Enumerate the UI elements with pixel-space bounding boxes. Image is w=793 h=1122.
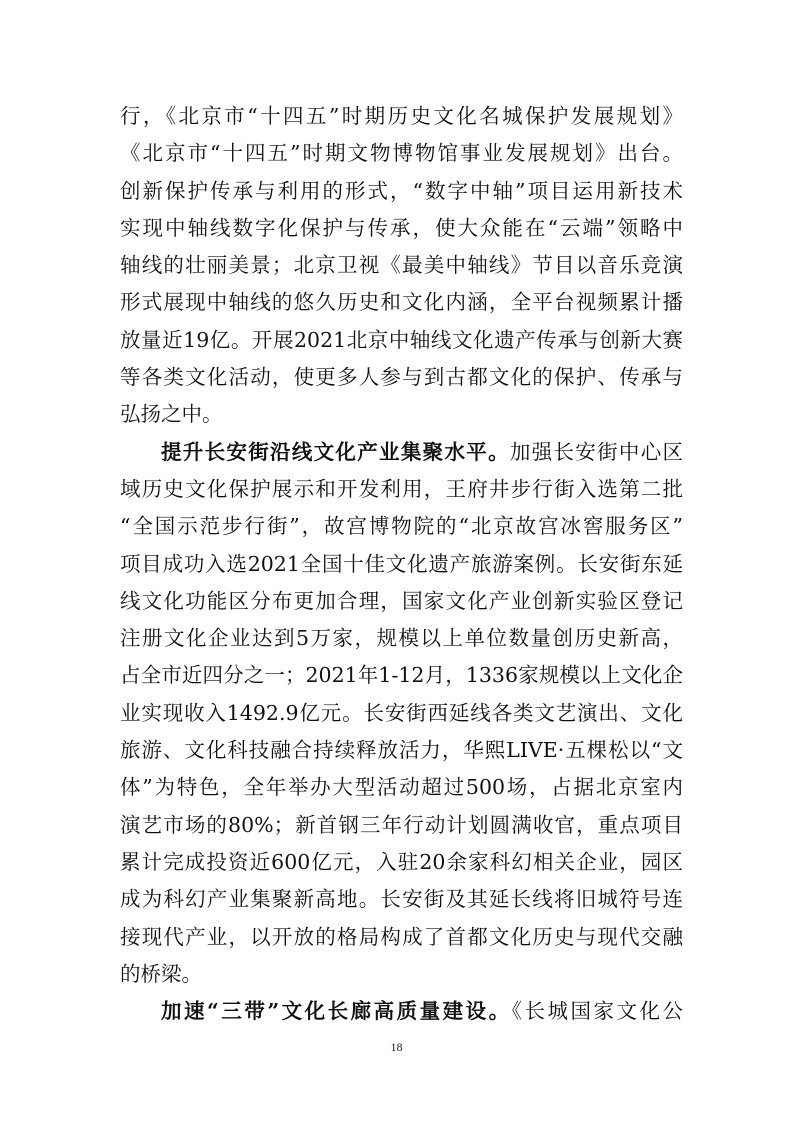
text-line: 的桥梁。 <box>120 961 202 986</box>
text-line: 《北京市“十四五”时期文物博物馆事业发展规划》出台。 <box>120 141 683 166</box>
text-line: 线文化功能区分布更加合理，国家文化产业创新实验区登记 <box>120 588 683 613</box>
text-line: 创新保护传承与利用的形式，“数字中轴”项目运用新技术 <box>120 178 683 203</box>
text-line: 域历史文化保护展示和开发利用，王府井步行街入选第二批 <box>120 476 683 501</box>
text-line: 业实现收入1492.9亿元。长安街西延线各类文艺演出、文化 <box>120 700 683 725</box>
text-line: 行，《北京市“十四五”时期历史文化名城保护发展规划》 <box>120 104 683 128</box>
text-line: 注册文化企业达到5万家，规模以上单位数量创历史新高， <box>120 626 683 651</box>
text-line: 轴线的壮丽美景；北京卫视《最美中轴线》节目以音乐竞演 <box>120 253 683 278</box>
text-line: “全国示范步行街”，故宫博物院的“北京故宫冰窖服务区” <box>120 514 683 539</box>
paragraph-heading: 提升长安街沿线文化产业集聚水平。 <box>161 439 510 464</box>
text-line: 演艺市场的80%；新首钢三年行动计划圆满收官，重点项目 <box>120 812 683 837</box>
paragraph-first-line <box>120 993 683 1030</box>
text-line: 体”为特色，全年举办大型活动超过500场，占据北京室内 <box>120 775 683 800</box>
paragraph-heading: 加速“三带”文化长廊高质量建设。 <box>161 999 512 1024</box>
text-line: 等各类文化活动，使更多人参与到古都文化的保护、传承与 <box>120 365 683 390</box>
text-line: 占全市近四分之一；2021年1-12月，1336家规模以上文化企 <box>120 663 683 688</box>
text-run: 《长城国家文化公 <box>511 999 683 1024</box>
text-line: 放量近19亿。开展2021北京中轴线文化遗产传承与创新大赛 <box>120 327 683 352</box>
text-line: 实现中轴线数字化保护与传承，使大众能在“云端”领略中 <box>120 215 683 240</box>
text-line: 弘扬之中。 <box>120 402 223 427</box>
text-line: 成为科幻产业集聚新高地。长安街及其延长线将旧城符号连 <box>120 887 683 912</box>
body-text <box>120 98 683 1030</box>
paragraph-first-line <box>120 434 683 471</box>
text-line: 旅游、文化科技融合持续释放活力，华熙LIVE·五棵松以“文 <box>120 738 683 763</box>
text-line: 接现代产业，以开放的格局构成了首都文化历史与现代交融 <box>120 924 683 949</box>
text-run: 加强长安街中心区 <box>509 439 683 464</box>
text-line: 累计完成投资近600亿元，入驻20余家科幻相关企业，园区 <box>120 849 683 874</box>
page-number: 18 <box>390 1040 403 1054</box>
text-line: 项目成功入选2021全国十佳文化遗产旅游案例。长安街东延 <box>120 551 683 576</box>
text-line: 形式展现中轴线的悠久历史和文化内涵，全平台视频累计播 <box>120 290 683 315</box>
